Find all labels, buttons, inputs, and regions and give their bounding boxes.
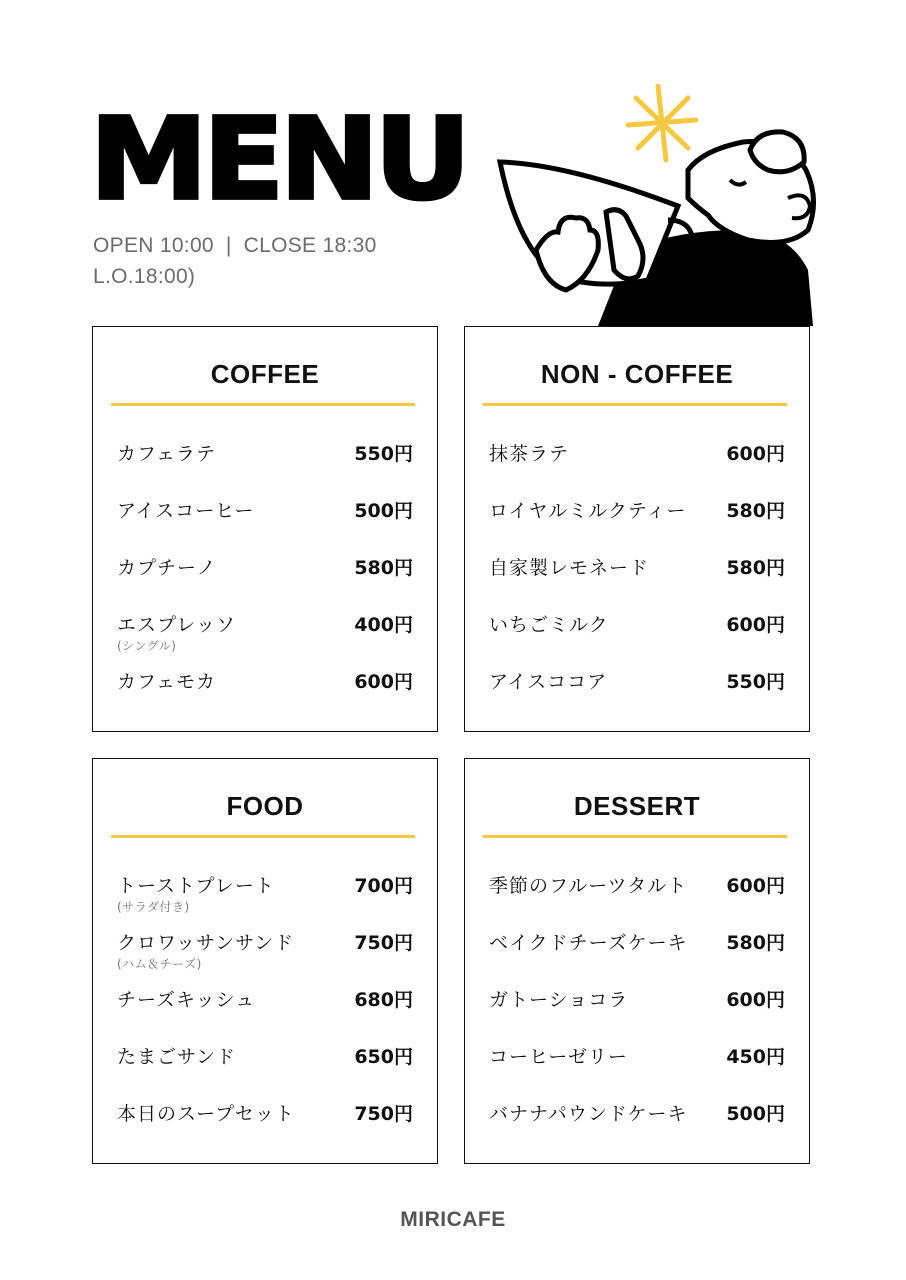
item-name: エスプレッソ <box>117 614 237 636</box>
hours-separator: | <box>225 234 232 257</box>
dessert-section <box>464 758 810 1164</box>
section-title: NON - COFFEE <box>540 359 734 389</box>
item-price: 750円 <box>354 932 413 954</box>
item-note: (ハム＆チーズ) <box>117 957 202 971</box>
last-order: L.O.18:00) <box>93 265 196 288</box>
item-name: 季節のフルーツタルト <box>489 875 688 897</box>
menu-item <box>117 871 413 928</box>
item-note: (シングル) <box>117 639 177 653</box>
non-coffee-section <box>464 326 810 732</box>
item-price: 580円 <box>726 557 785 579</box>
section-divider <box>483 835 787 838</box>
sparkle-icon <box>628 86 696 160</box>
menu-item <box>489 553 785 610</box>
section-divider <box>483 403 787 406</box>
item-name: バナナパウンドケーキ <box>489 1103 688 1125</box>
close-time: CLOSE 18:30 <box>243 234 377 257</box>
opening-hours <box>93 230 377 292</box>
menu-item <box>489 1042 785 1099</box>
item-price: 580円 <box>726 932 785 954</box>
menu-item <box>117 439 413 496</box>
item-name: アイスコーヒー <box>117 500 255 522</box>
item-price: 500円 <box>726 1103 785 1125</box>
item-name: 自家製レモネード <box>489 557 650 579</box>
menu-item <box>117 610 413 667</box>
menu-title: MENU <box>90 93 467 225</box>
item-price: 600円 <box>726 443 785 465</box>
item-note: (サラダ付き) <box>117 900 190 914</box>
section-title: FOOD <box>226 791 304 821</box>
menu-item <box>117 553 413 610</box>
item-price: 500円 <box>354 500 413 522</box>
menu-item <box>117 496 413 553</box>
item-name: カプチーノ <box>117 557 217 579</box>
menu-item <box>117 667 413 724</box>
item-price: 750円 <box>354 1103 413 1125</box>
menu-item <box>489 928 785 985</box>
coffee-section <box>92 326 438 732</box>
item-name: ガトーショコラ <box>489 989 629 1011</box>
item-name: 本日のスープセット <box>117 1103 295 1125</box>
section-title: COFFEE <box>210 359 320 389</box>
menu-item <box>117 1099 413 1156</box>
item-name: 抹茶ラテ <box>489 443 570 465</box>
item-name: チーズキッシュ <box>117 989 256 1011</box>
item-price: 680円 <box>354 989 413 1011</box>
food-section <box>92 758 438 1164</box>
menu-item <box>489 610 785 667</box>
section-divider <box>111 403 415 406</box>
item-name: トーストプレート <box>117 875 275 897</box>
item-price: 600円 <box>726 614 785 636</box>
item-price: 700円 <box>354 875 413 897</box>
item-name: アイスココア <box>489 671 608 693</box>
menu-item <box>489 439 785 496</box>
item-price: 580円 <box>726 500 785 522</box>
menu-item <box>489 1099 785 1156</box>
menu-item <box>117 985 413 1042</box>
item-name: いちごミルク <box>489 614 609 636</box>
item-name: ロイヤルミルクティー <box>489 500 687 522</box>
menu-item <box>489 667 785 724</box>
item-name: たまごサンド <box>117 1046 237 1068</box>
item-price: 600円 <box>726 875 785 897</box>
menu-item <box>489 985 785 1042</box>
section-title: DESSERT <box>573 791 701 821</box>
coffee-drinker-illustration <box>488 80 818 330</box>
menu-item <box>117 1042 413 1099</box>
section-divider <box>111 835 415 838</box>
item-name: クロワッサンサンド <box>117 932 295 954</box>
menu-item <box>489 871 785 928</box>
item-name: ベイクドチーズケーキ <box>489 932 688 954</box>
item-price: 550円 <box>726 671 785 693</box>
item-price: 450円 <box>726 1046 785 1068</box>
item-name: カフェラテ <box>117 443 217 465</box>
item-price: 600円 <box>726 989 785 1011</box>
item-name: カフェモカ <box>117 671 217 693</box>
item-price: 650円 <box>354 1046 413 1068</box>
item-price: 600円 <box>354 671 413 693</box>
open-time: OPEN 10:00 <box>93 234 214 257</box>
item-price: 580円 <box>354 557 413 579</box>
brand-footer: MIRICAFE <box>400 1208 506 1231</box>
menu-item <box>117 928 413 985</box>
item-name: コーヒーゼリー <box>489 1046 628 1068</box>
item-price: 400円 <box>354 614 413 636</box>
menu-item <box>489 496 785 553</box>
item-price: 550円 <box>354 443 413 465</box>
